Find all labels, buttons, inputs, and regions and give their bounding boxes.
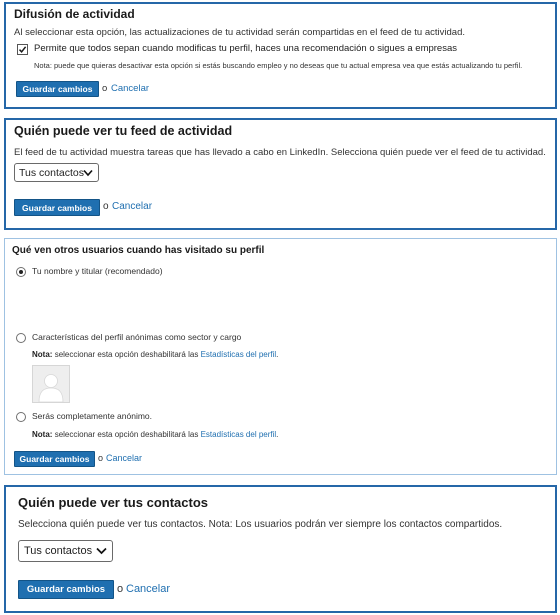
- profile-views-option-anonymous-features-radio[interactable]: [16, 333, 26, 343]
- connections-save-button[interactable]: Guardar cambios: [18, 580, 114, 599]
- activity-broadcast-checkbox-label[interactable]: Permite que todos sepan cuando modificas tu perfil, haces una recomendación o sigues a empresas: [34, 43, 457, 54]
- avatar: [32, 365, 70, 403]
- profile-views-panel: [4, 238, 557, 475]
- profile-views-title: Qué ven otros usuarios cuando has visitado su perfil: [12, 245, 265, 256]
- note-end: .: [276, 430, 279, 439]
- profile-views-or-text: o: [98, 453, 104, 463]
- activity-feed-or-text: o: [103, 201, 109, 212]
- note-text: seleccionar esta opción deshabilitará las: [54, 350, 199, 359]
- activity-broadcast-title: Difusión de actividad: [14, 7, 135, 21]
- profile-views-option-anonymous-features-label[interactable]: Características del perfil anónimas como sector y cargo: [32, 332, 242, 342]
- chevron-down-icon: [96, 548, 107, 555]
- generic-person-icon: [33, 366, 69, 402]
- note-end: .: [276, 350, 279, 359]
- activity-broadcast-save-button[interactable]: Guardar cambios: [16, 81, 99, 97]
- chevron-down-icon: [83, 169, 93, 176]
- profile-stats-link[interactable]: Estadísticas del perfil: [200, 350, 277, 359]
- profile-views-option-anonymous-features-note: [32, 350, 278, 359]
- connections-cancel-link[interactable]: Cancelar: [126, 583, 171, 595]
- connections-or-text: o: [117, 583, 124, 595]
- activity-broadcast-checkbox[interactable]: [17, 44, 28, 55]
- activity-feed-description: El feed de tu actividad muestra tareas que has llevado a cabo en LinkedIn. Selecciona quién puede ver el feed de tu actividad.: [14, 147, 546, 158]
- activity-feed-save-button[interactable]: Guardar cambios: [14, 199, 100, 216]
- activity-feed-visibility-select[interactable]: [14, 163, 99, 182]
- activity-broadcast-description: Al seleccionar esta opción, las actualizaciones de tu actividad serán compartidas en el feed de tu actividad.: [14, 27, 465, 38]
- activity-broadcast-cancel-link[interactable]: Cancelar: [111, 83, 150, 94]
- profile-views-save-button[interactable]: Guardar cambios: [14, 451, 95, 467]
- connections-panel: [4, 485, 557, 613]
- activity-feed-title: Quién puede ver tu feed de actividad: [14, 124, 233, 138]
- activity-broadcast-or-text: o: [102, 83, 108, 94]
- note-prefix: Nota:: [32, 430, 53, 439]
- connections-visibility-select[interactable]: [18, 540, 113, 562]
- activity-broadcast-note: Nota: puede que quieras desactivar esta opción si estás buscando empleo y no deseas que tu actual empresa vea que estás actualizando tu perfil.: [34, 61, 523, 70]
- note-text: seleccionar esta opción deshabilitará las: [54, 430, 199, 439]
- profile-views-option-fully-anonymous-label[interactable]: Serás completamente anónimo.: [32, 411, 153, 421]
- activity-feed-panel: [4, 118, 557, 230]
- profile-views-option-name-label[interactable]: Tu nombre y titular (recomendado): [32, 266, 163, 276]
- activity-broadcast-panel: [4, 2, 557, 109]
- connections-select-value: Tus contactos: [24, 545, 93, 557]
- activity-feed-cancel-link[interactable]: Cancelar: [112, 201, 153, 212]
- note-prefix: Nota:: [32, 350, 53, 359]
- profile-views-option-fully-anonymous-radio[interactable]: [16, 412, 26, 422]
- checkmark-icon: [18, 45, 27, 54]
- connections-title: Quién puede ver tus contactos: [18, 495, 208, 510]
- connections-description: Selecciona quién puede ver tus contactos. Nota: Los usuarios podrán ver siempre los contactos compartidos.: [18, 519, 503, 530]
- profile-views-option-fully-anonymous-note: [32, 430, 278, 439]
- profile-views-cancel-link[interactable]: Cancelar: [106, 453, 143, 463]
- activity-feed-select-value: Tus contactos: [19, 167, 84, 179]
- profile-views-option-name-radio[interactable]: [16, 267, 26, 277]
- profile-stats-link[interactable]: Estadísticas del perfil: [200, 430, 277, 439]
